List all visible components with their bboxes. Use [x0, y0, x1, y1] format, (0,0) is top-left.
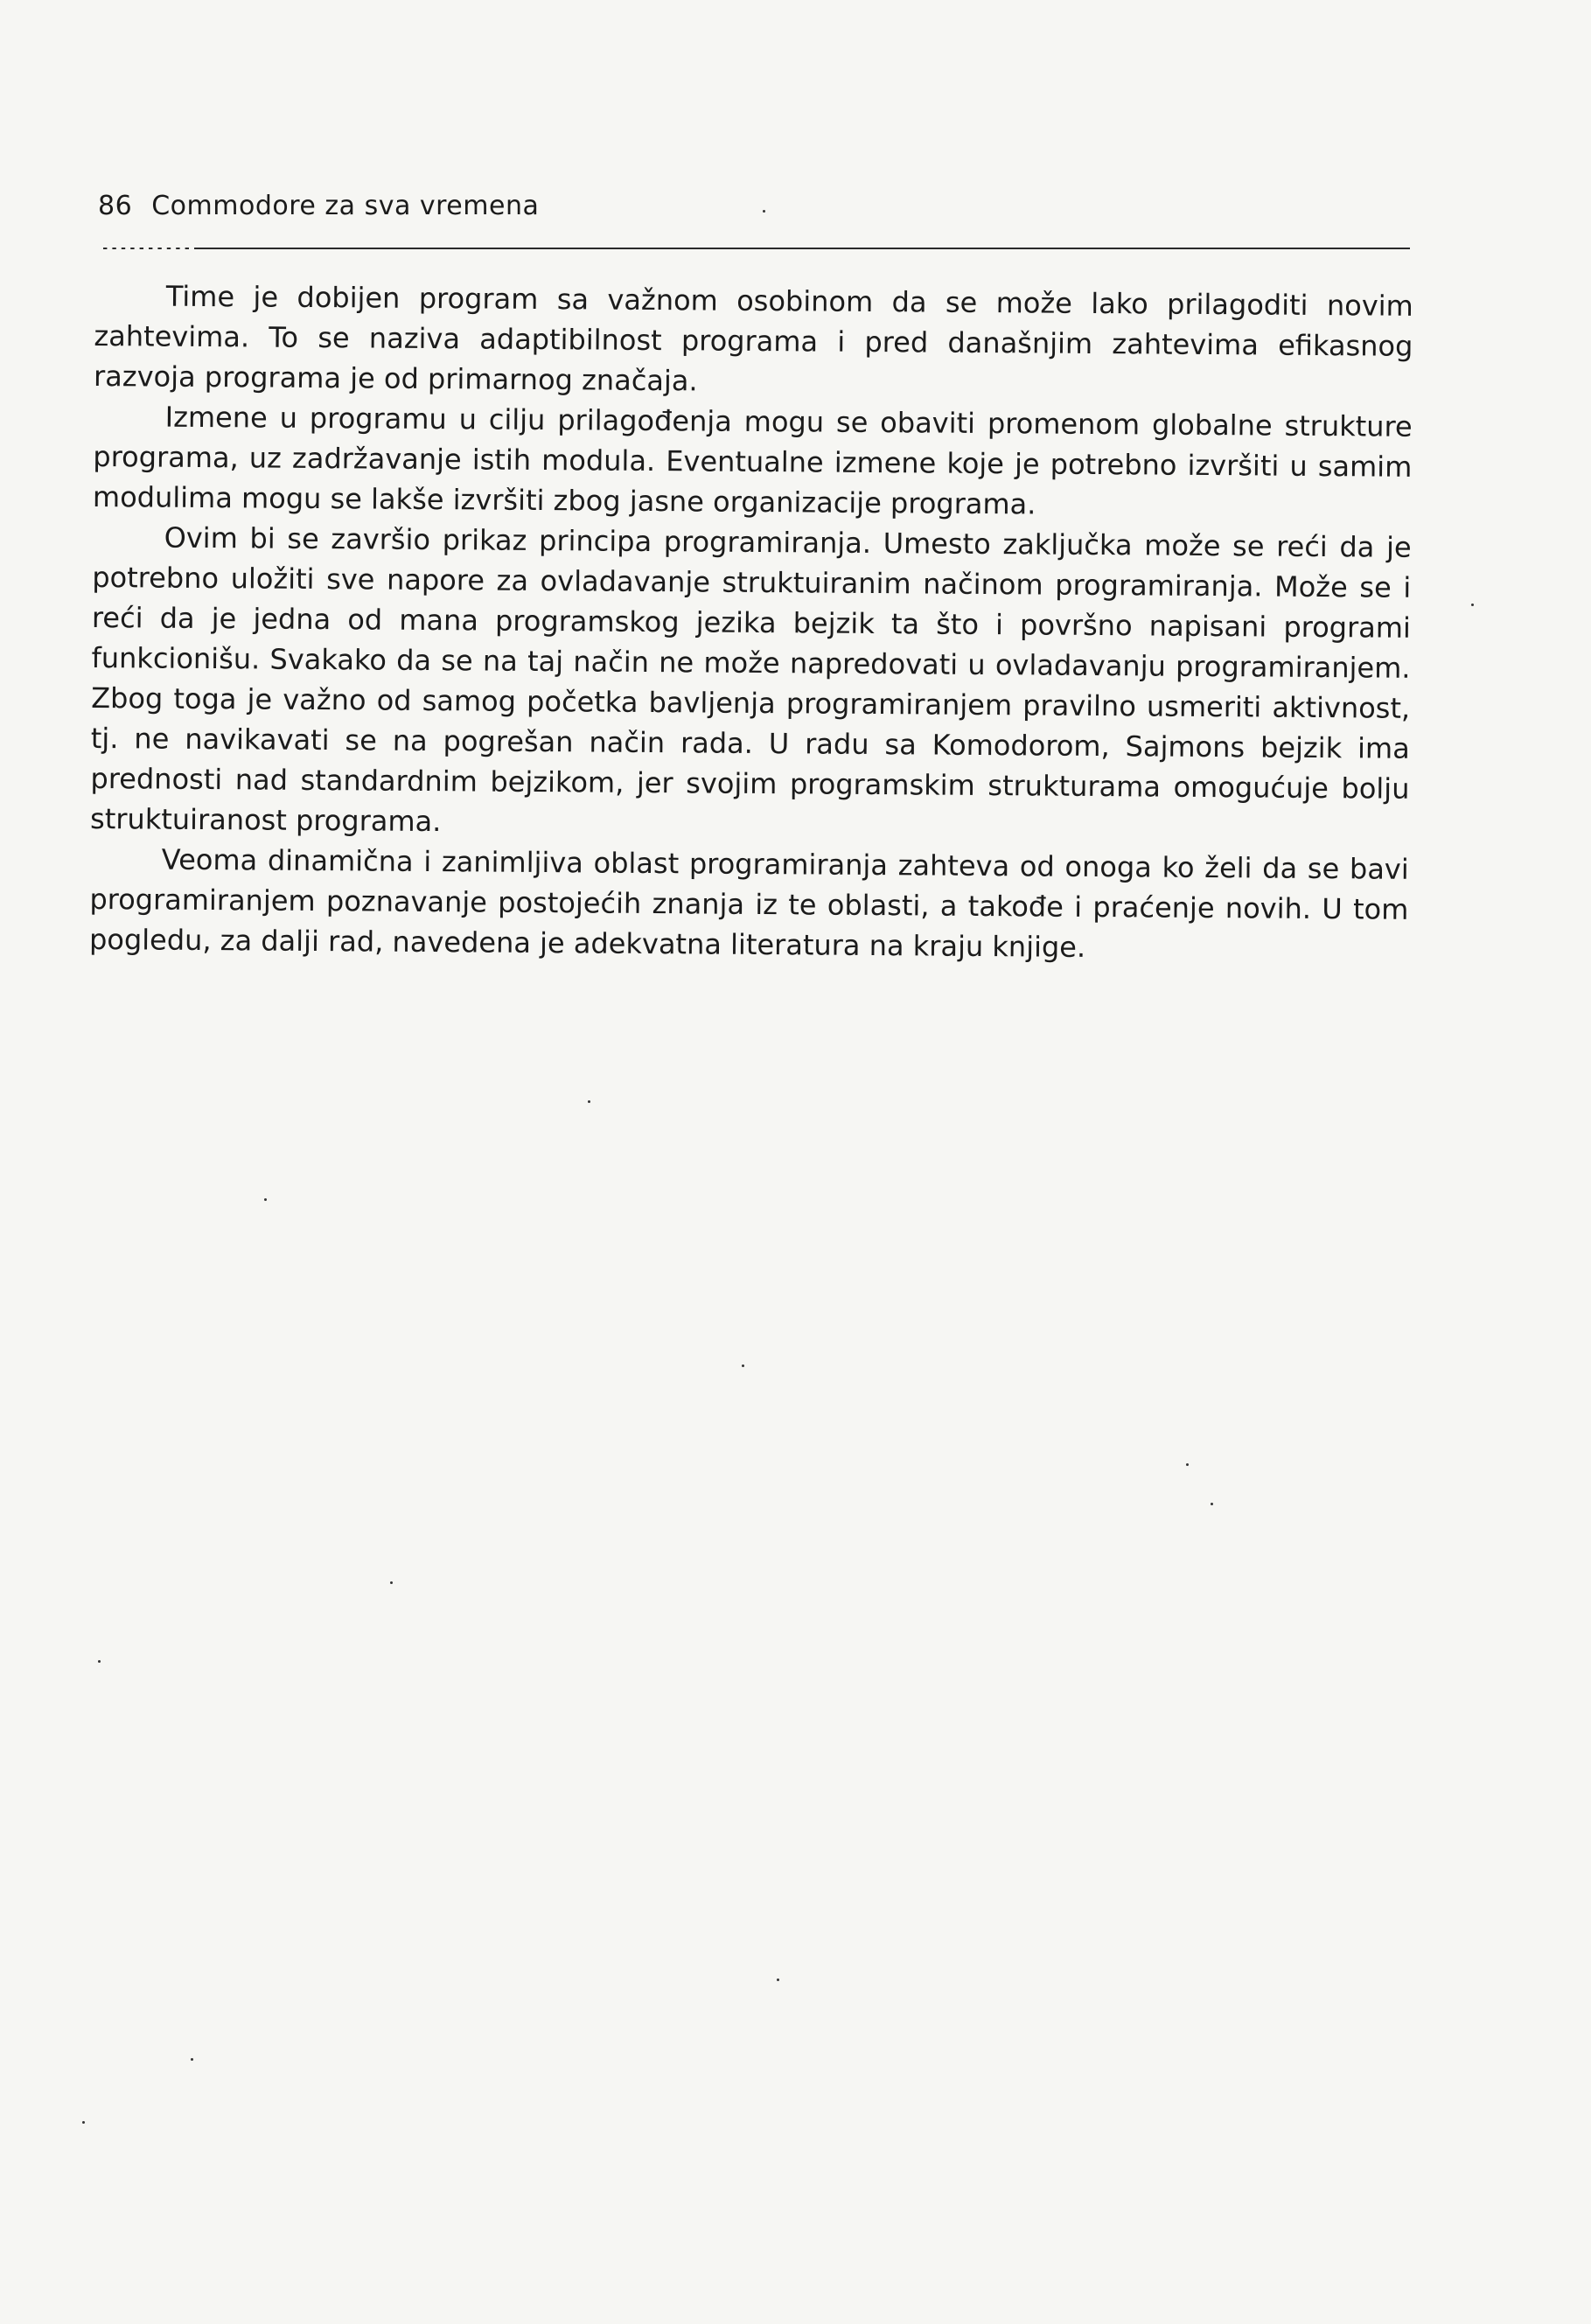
- scan-speck: [264, 1198, 267, 1201]
- running-head: [98, 191, 539, 221]
- scan-speck: [588, 1100, 590, 1103]
- paragraph-4: Veoma dinamična i zanimljiva oblast programiranja zahteva od onoga ko želi da se bavi programiranjem poznavanje postojećih znanja iz te oblasti, a takođe i praćenje novih. U tom pogledu, za dalji rad, navedena je adekvatna literatura na kraju knjige.: [88, 842, 1409, 964]
- scan-speck: [1471, 604, 1474, 606]
- paragraph-1: Time je dobijen program sa važnom osobinom da se može lako prilagoditi novim zahtevima. To se naziva adaptibilnost programa i pred današnjim zahtevima efikasnog razvoja programa je od primarnog značaja.: [93, 279, 1413, 398]
- scan-speck: [777, 1979, 779, 1981]
- scan-speck: [191, 2058, 193, 2061]
- scan-speck: [98, 1660, 101, 1663]
- header-rule: [98, 248, 1410, 249]
- page-number: 86: [98, 191, 133, 221]
- scan-speck: [763, 210, 765, 213]
- scan-speck: [82, 2121, 85, 2124]
- scan-speck: [1211, 1503, 1213, 1505]
- scan-speck: [742, 1364, 744, 1367]
- paragraph-3: Ovim bi se završio prikaz principa programiranja. Umesto zaključka može se reći da je potrebno uložiti sve napore za ovladavanje struktuiranim načinom programiranja. Može se i reći da je jedna od mana programskog jezika bejzik ta što i površno napisani programi funkcionišu. Svakako da se na taj način ne može napredovati u ovladavanju programiranjem. Zbog toga je važno od samog početka bavljenja programiranjem pravilno usmeriti aktivnost, tj. ne navikavati se na pogrešan način rada. U radu sa Komodorom, Sajmons bejzik ima prednosti nad standardnim bejzikom, jer svojim programskim strukturama omogućuje bolju struktuiranost programa.: [89, 520, 1412, 839]
- scan-speck: [390, 1581, 393, 1584]
- scan-speck: [1186, 1463, 1189, 1466]
- running-title: Commodore za sva vremena: [151, 191, 540, 221]
- paragraph-2: Izmene u programu u cilju prilagođenja mogu se obaviti promenom globalne strukture programa, uz zadržavanje istih modula. Eventualne izmene koje je potrebno izvršiti u samim modulima mogu se lakše izvršiti zbog jasne organizacije programa.: [92, 400, 1413, 521]
- body-text: [89, 276, 1413, 970]
